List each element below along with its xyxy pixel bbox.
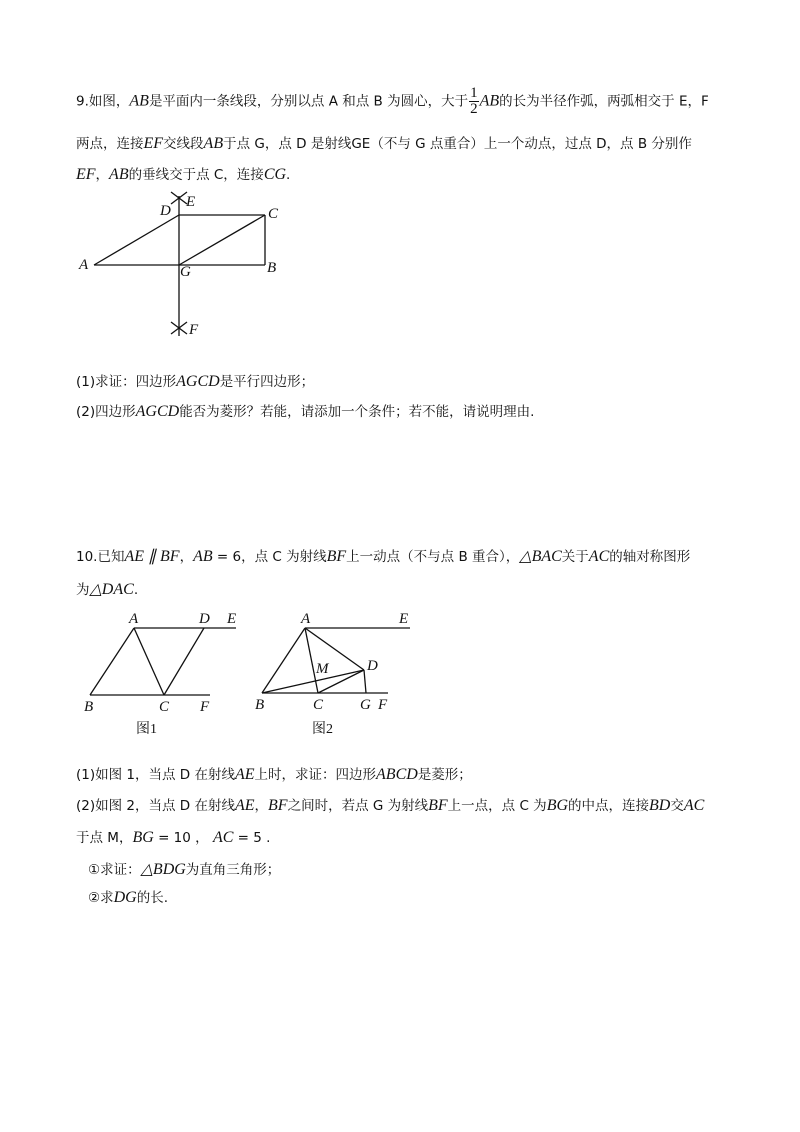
text: 的长. <box>136 890 169 906</box>
math: AB <box>479 92 500 110</box>
label-D: D <box>160 203 171 219</box>
math: AB <box>193 548 213 565</box>
q10-sub-1 <box>88 858 280 879</box>
text: . <box>133 582 139 598</box>
q10-line-1 <box>76 545 690 566</box>
q9-line-2 <box>76 132 692 153</box>
math: AC <box>683 797 705 814</box>
label-E: E <box>399 611 409 627</box>
text: ②求 <box>88 890 114 906</box>
math: EF <box>76 166 96 183</box>
q10-sub-2 <box>88 886 168 907</box>
segment-GC <box>179 215 265 265</box>
math: BG <box>132 829 154 846</box>
math: AC <box>212 829 234 846</box>
text: 交 <box>670 798 684 814</box>
text: 能否为菱形？若能，请添加一个条件；若不能，请说明理由. <box>179 404 535 420</box>
q10-part-2-line-2 <box>76 826 270 847</box>
caption-figure-1: 图1 <box>136 722 157 737</box>
text: 9.如图， <box>76 93 130 110</box>
fraction-numerator: 1 <box>470 85 478 101</box>
math: AE ∥ BF <box>124 548 180 565</box>
segment-DG <box>364 670 366 693</box>
math: ABCD <box>376 766 418 783</box>
q9-part-2 <box>76 400 534 421</box>
q9-figure <box>70 188 300 343</box>
math: △DAC <box>89 581 134 598</box>
math: AGCD <box>176 373 220 390</box>
math: BD <box>649 797 671 814</box>
segment-AD <box>305 628 364 670</box>
caption-figure-2: 图2 <box>312 722 333 737</box>
q9-part-1 <box>76 370 314 391</box>
math: BF <box>428 797 448 814</box>
label-G: G <box>180 264 191 280</box>
q10-part-1 <box>76 763 472 784</box>
text: 于点 G，点 D 是射线GE（不与 G 点重合）上一个动点，过点 D，点 B 分别作 <box>223 136 692 152</box>
text: 于点 M， <box>76 830 133 846</box>
label-A: A <box>129 611 139 627</box>
q10-part-2-line-1 <box>76 794 704 815</box>
label-C: C <box>268 206 279 222</box>
math: AC <box>588 548 610 565</box>
text: (1)求证：四边形 <box>76 374 177 390</box>
text: ， <box>95 167 110 183</box>
text: (2)如图 2，当点 D 在射线 <box>76 798 235 814</box>
label-D: D <box>199 611 210 627</box>
fraction-one-half <box>469 86 479 117</box>
text: 10.已知 <box>76 549 125 565</box>
math: AE <box>234 797 255 814</box>
text: 上一动点（不与点 B 重合）， <box>346 549 520 565</box>
text: 之间时，若点 G 为射线 <box>287 798 429 814</box>
text: 的轴对称图形 <box>609 549 691 565</box>
segment-AB <box>90 628 134 695</box>
text: 是菱形； <box>417 767 472 783</box>
math: AB <box>129 92 149 110</box>
label-F: F <box>378 697 388 713</box>
q9-line-1 <box>76 86 709 117</box>
text: = 6，点 C 为射线 <box>212 549 327 565</box>
text: 是平面内一条线段，分别以点 A 和点 B 为圆心，大于 <box>148 93 469 110</box>
q10-figure-2 <box>250 608 420 743</box>
label-M: M <box>316 661 329 677</box>
text: ， <box>254 798 269 814</box>
text: (2)四边形 <box>76 404 136 420</box>
text: 上一点，点 C 为 <box>447 798 547 814</box>
math: BG <box>546 797 569 814</box>
text: 关于 <box>561 549 589 565</box>
math: AGCD <box>135 403 180 420</box>
math: CG <box>263 166 287 183</box>
label-A: A <box>301 611 311 627</box>
q10-line-2 <box>76 578 138 599</box>
q10-figure-1 <box>78 608 248 743</box>
math: DG <box>113 889 137 906</box>
text: 上时，求证：四边形 <box>254 767 377 783</box>
math: EF <box>143 135 164 152</box>
label-B: B <box>267 260 277 276</box>
segment-BD <box>262 670 364 693</box>
label-C: C <box>159 699 170 715</box>
segment-AD <box>94 215 179 265</box>
segment-DC <box>164 628 204 695</box>
label-B: B <box>255 697 265 713</box>
q9-line-3 <box>76 163 290 184</box>
label-F: F <box>189 322 199 338</box>
label-E: E <box>186 194 196 210</box>
text: 的垂线交于点 C，连接 <box>128 167 264 183</box>
text: 交线段 <box>163 136 204 152</box>
math: AE <box>234 766 255 783</box>
text: ， <box>179 549 194 565</box>
text: . <box>286 167 291 183</box>
fraction-denominator: 2 <box>470 101 478 117</box>
math: AB <box>109 166 129 183</box>
label-G: G <box>360 697 371 713</box>
text: = 10 ， <box>153 830 213 846</box>
label-E: E <box>227 611 237 627</box>
text: 的中点，连接 <box>568 798 650 814</box>
text: 两点，连接 <box>76 136 144 152</box>
text: 为直角三角形； <box>185 862 281 878</box>
label-D: D <box>367 658 378 674</box>
math: BF <box>326 548 347 565</box>
segment-AB <box>262 628 305 693</box>
math: △BDG <box>140 861 186 878</box>
label-C: C <box>313 697 324 713</box>
text: 是平行四边形； <box>219 374 315 390</box>
text: 为 <box>76 582 90 598</box>
label-A: A <box>79 257 89 273</box>
text: (1)如图 1，当点 D 在射线 <box>76 767 235 783</box>
label-B: B <box>84 699 94 715</box>
segment-AC <box>134 628 164 695</box>
math: △BAC <box>519 548 562 565</box>
math: BF <box>268 797 288 814</box>
label-F: F <box>200 699 210 715</box>
text: = 5 . <box>233 830 271 846</box>
text: ①求证： <box>88 862 141 878</box>
text: 的长为半径作弧，两弧相交于 E，F <box>499 93 709 110</box>
math: AB <box>203 135 224 152</box>
